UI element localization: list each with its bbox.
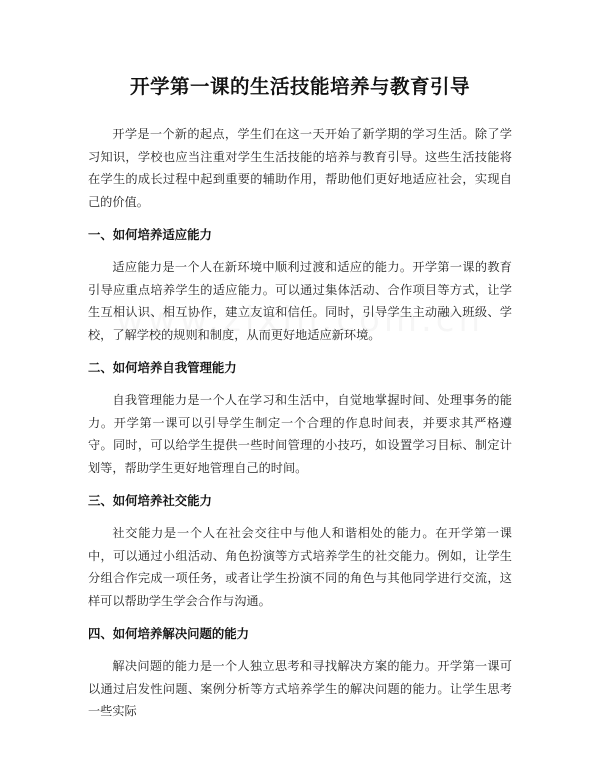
section-body: 社交能力是一个人在社会交往中与他人和谐相处的能力。在开学第一课中，可以通过小组活动、角色扮演等方式培养学生的社交能力。例如，让学生分组合作完成一项任务，或者让学生扮演不同的角色与其他同学进行交流，这样可以帮助学生学会合作与沟通。 [88, 526, 512, 608]
section-body: 适应能力是一个人在新环境中顺利过渡和适应的能力。开学第一课的教育引导应重点培养学生的适应能力。可以通过集体活动、合作项目等方式，让学生互相认识、相互协作，建立友谊和信任。同时，引导学生主动融入班级、学校，了解学校的规则和制度，从而更好地适应新环境。 [88, 260, 512, 342]
section-heading: 三、如何培养社交能力 [88, 493, 212, 508]
section-self-management [88, 359, 512, 479]
section-body: 自我管理能力是一个人在学习和生活中，自觉地掌握时间、处理事务的能力。开学第一课可以引导学生制定一个合理的作息时间表，并要求其严格遵守。同时，可以给学生提供一些时间管理的小技巧，如设置学习目标、制定计划等，帮助学生更好地管理自己的时间。 [88, 393, 512, 475]
section-problem-solving [88, 625, 512, 723]
section-social-skills [88, 492, 512, 612]
section-adaptability [88, 226, 512, 346]
intro-paragraph: 开学是一个新的起点，学生们在这一天开始了新学期的学习生活。除了学习知识，学校也应当注重对学生生活技能的培养与教育引导。这些生活技能将在学生的成长过程中起到重要的辅助作用，帮助他们更好地适应社会，实现自己的价值。 [88, 127, 512, 209]
section-heading: 四、如何培养解决问题的能力 [88, 626, 250, 641]
section-heading: 二、如何培养自我管理能力 [88, 360, 237, 375]
document-title: 开学第一课的生活技能培养与教育引导 [129, 75, 470, 98]
section-heading: 一、如何培养适应能力 [88, 227, 212, 242]
section-body: 解决问题的能力是一个人独立思考和寻找解决方案的能力。开学第一课可以通过启发性问题、案例分析等方式培养学生的解决问题的能力。让学生思考一些实际 [88, 659, 512, 718]
